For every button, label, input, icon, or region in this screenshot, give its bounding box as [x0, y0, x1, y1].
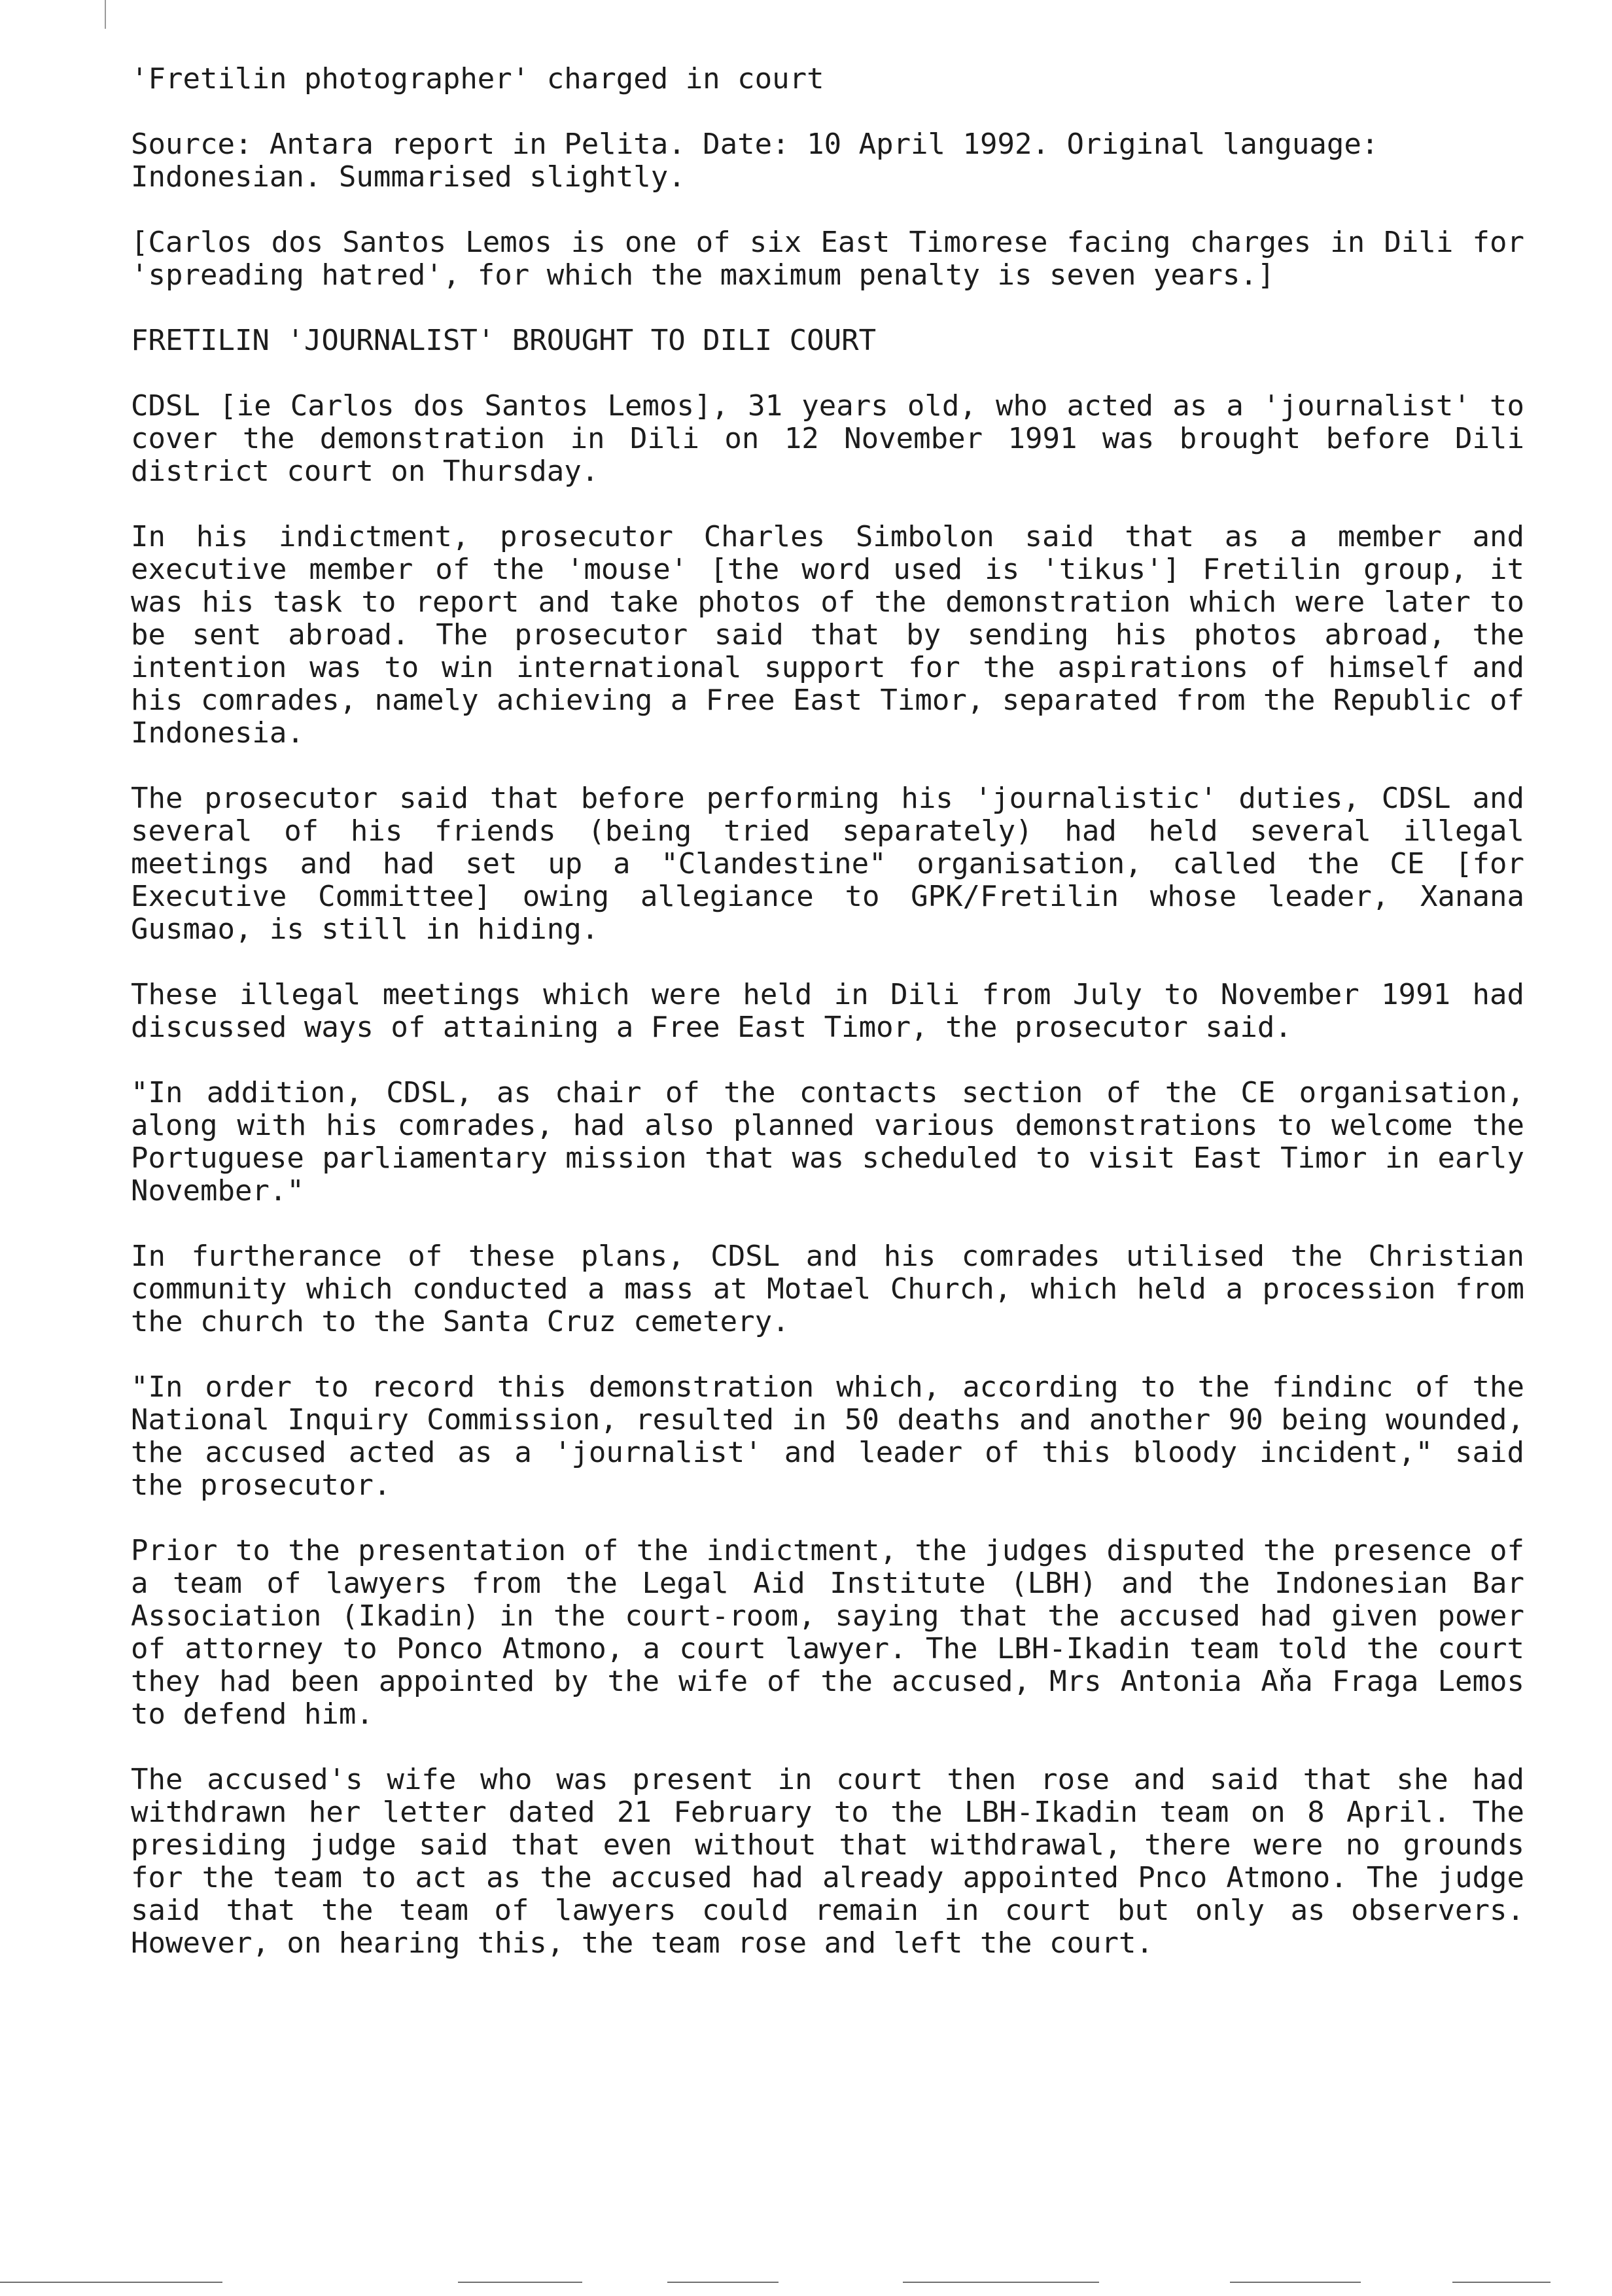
- scan-bottom-mark: [667, 2282, 779, 2283]
- scan-bottom-mark: [0, 2282, 222, 2283]
- paragraph: In his indictment, prosecutor Charles Simbolon said that as a member and executive member of the 'mouse' [the word used is 'tikus'] Fretilin group, it was his task to report and take photos of the demonstration which were later to be sent abroad. The prosecutor said that by sending his photos abroad, the intention was to win international support for the aspirations of himself and his comrades, namely achieving a Free East Timor, separated from the Republic of Indonesia.: [131, 520, 1524, 750]
- scan-bottom-mark: [1452, 2282, 1551, 2283]
- paragraph: "In addition, CDSL, as chair of the contacts section of the CE organisation, along with his comrades, had also planned various demonstrations to welcome the Portuguese parliamentary mission that was scheduled to visit East Timor in early November.": [131, 1076, 1524, 1208]
- paragraph: In furtherance of these plans, CDSL and his comrades utilised the Christian community which conducted a mass at Motael Church, which held a procession from the church to the Santa Cruz cemetery.: [131, 1240, 1524, 1338]
- scan-bottom-mark: [903, 2282, 1099, 2283]
- document-title: 'Fretilin photographer' charged in court: [131, 62, 824, 96]
- paragraph: CDSL [ie Carlos dos Santos Lemos], 31 years old, who acted as a 'journalist' to cover the demonstration in Dili on 12 November 1991 was brought before Dili district court on Thursday.: [131, 389, 1524, 488]
- source-line: Source: Antara report in Pelita. Date: 10 April 1992. Original language: Indonesian. Summarised slightly.: [131, 128, 1379, 194]
- scan-edge-mark: [105, 0, 106, 29]
- paragraph: The prosecutor said that before performing his 'journalistic' duties, CDSL and several of his friends (being tried separately) had held several illegal meetings and had set up a "Clandestine" organisation, called the CE [for Executive Committee] owing allegiance to GPK/Fretilin whose leader, Xanana Gusmao, is still in hiding.: [131, 782, 1524, 946]
- paragraph: The accused's wife who was present in court then rose and said that she had withdrawn her letter dated 21 February to the LBH-Ikadin team on 8 April. The presiding judge said that even without that withdrawal, there were no grounds for the team to act as the accused had already appointed Pnco Atmono. The judge said that the team of lawyers could remain in court but only as observers. However, on hearing this, the team rose and left the court.: [131, 1763, 1524, 1960]
- paragraph: Prior to the presentation of the indictment, the judges disputed the presence of a team of lawyers from the Legal Aid Institute (LBH) and the Indonesian Bar Association (Ikadin) in the court-room, saying that the accused had given power of attorney to Ponco Atmono, a court lawyer. The LBH-Ikadin team told the court they had been appointed by the wife of the accused, Mrs Antonia Aňa Fraga Lemos to defend him.: [131, 1534, 1524, 1731]
- paragraph: "In order to record this demonstration which, according to the findinc of the National Inquiry Commission, resulted in 50 deaths and another 90 being wounded, the accused acted as a 'journalist' and leader of this bloody incident," said the prosecutor.: [131, 1370, 1524, 1502]
- document-page: [131, 63, 1524, 1992]
- editor-note: [Carlos dos Santos Lemos is one of six East Timorese facing charges in Dili for 'spreading hatred', for which the maximum penalty is seven years.]: [131, 226, 1524, 292]
- scan-bottom-mark: [1230, 2282, 1361, 2283]
- headline: FRETILIN 'JOURNALIST' BROUGHT TO DILI COURT: [131, 324, 877, 357]
- scan-bottom-mark: [458, 2282, 582, 2283]
- paragraph: These illegal meetings which were held in Dili from July to November 1991 had discussed ways of attaining a Free East Timor, the prosecutor said.: [131, 978, 1524, 1044]
